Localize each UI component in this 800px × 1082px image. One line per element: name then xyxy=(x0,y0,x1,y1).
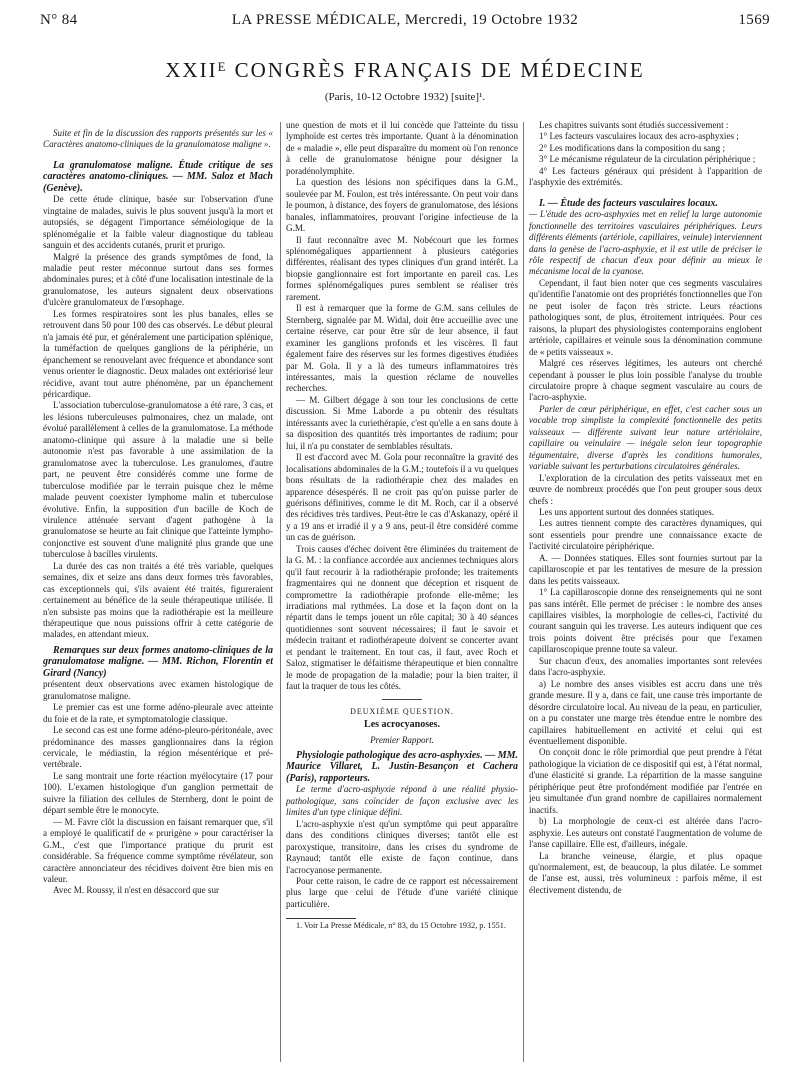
paragraph: L'exploration de la circulation des petits vaisseaux met en œuvre de nombreux procédés que l'on peut grouper sous deux chefs : xyxy=(529,472,762,506)
paragraph: Les autres tiennent compte des caractères dynamiques, qui sont essentiels pour prendre une connaissance exacte de l'activité circulatoire périphérique. xyxy=(529,518,762,552)
paragraph: — M. Favre clôt la discussion en faisant remarquer que, s'il a employé le qualificatif de « prurigène » pour caractériser la G.M., c'est que l'importance pratique du prurit est considérable. Sa fréquence comme symptôme révélateur, son caractère annonciateur des récidives doivent être bien mis en valeur. xyxy=(43,816,273,884)
paragraph: Parler de cœur périphérique, en effet, c'est cacher sous un vocable trop simpliste la complexité fonctionnelle des petits vaisseaux — différente suivant leur nature artériolaire, capillaire ou veinulaire — inégale selon leur topographie tégumentaire, diverse d'après les conditions humorales, variable suivant les perturbations circulatoires générales. xyxy=(529,403,762,472)
page-header xyxy=(40,10,770,34)
paragraph: Il faut reconnaître avec M. Nobécourt que les formes splénomégaliques appartiennent à plusieurs catégories différentes, réalisant des types cliniques d'un grand intérêt. La biopsie ganglionnaire est fort importante en pareil cas. Les formes splénomégaliques pures semblent se réaliser très rarement. xyxy=(286,234,518,302)
list-item: 3° Le mécanisme régulateur de la circulation périphérique ; xyxy=(539,154,756,165)
paragraph: Le second cas est une forme adéno-pleuro-péritonéale, avec prédominance des masses ganglionnaires dans la région cervicale, le médiastin, la région mésentérique et pré-vertébrale. xyxy=(43,725,273,770)
paragraph: — L'étude des acro-asphyxies met en relief la large autonomie fonctionnelle des territoires vasculaires périphériques. Leurs différents éléments (artériole, capillaires, veinule) interviennent dans la genèse de l'acro-asphyxie, et il est utile de préciser le rôle respectif de chacun d'eux pour définir au mieux le mécanisme local de la cyanose. xyxy=(529,209,762,277)
issue-number: N° 84 xyxy=(40,12,78,28)
footnote: 1. Voir La Presse Médicale, n° 83, du 15 Octobre 1932, p. 1551. xyxy=(296,921,506,931)
column-divider xyxy=(280,122,281,1062)
paragraph: Pour cette raison, le cadre de ce rapport est nécessairement plus large que celui de l'étude d'une variété clinique particulière. xyxy=(286,876,518,909)
paragraph: b) La morphologie de ceux-ci est altérée dans l'acro-asphyxie. Les auteurs ont constaté l'augmentation de volume de l'anse capillaire. Elle est, d'ailleurs, inégale. xyxy=(529,816,762,850)
masthead: LA PRESSE MÉDICALE, Mercredi, 19 Octobre 1932 xyxy=(231,12,579,28)
paragraph: Trois causes d'échec doivent être éliminées du traitement de la G. M. : la confiance accordée aux anciennes techniques alors qu'il faut recourir à la radiothérapie profonde; les traitements fragmentaires qui ne donnent que déception et risquent de compromettre la radiothérapie profonde elle-même; les irradiations mal rythmées. La dose et la façon dont on la répartit dans le temps jouent un rôle capital; 30 à 40 séances quotidiennes sont souvent nécessaires; il faut le savoir et médecin traitant et radiothérapeute doivent se concerter avant et pendant le traitement. En tout cas, il faut, avec Roch et Saloz, stigmatiser le défaitisme thérapeutique et bien connaître le mode de propagation de la maladie; pour la bien traiter, il faut la traquer de tous les côtés. xyxy=(286,543,518,692)
paragraph: A. — Données statiques. Elles sont fournies surtout par la capillaroscopie et par les tentatives de mesure de la pression dans les petits vaisseaux. xyxy=(529,552,762,586)
paragraph: De cette étude clinique, basée sur l'observation d'une vingtaine de malades, suivis le plus souvent jusqu'à la mort et autopsiés, se dégagent l'importance séméiologique de la splénomégalie et la faible valeur diagnostique du tableau sanguin et des accidents cutanés, prurit et prurigo. xyxy=(43,194,273,251)
list-item: 2° Les modifications dans la composition du sang ; xyxy=(539,142,725,153)
paragraph: a) Le nombre des anses visibles est accru dans une très grande mesure. Il y a, dans ce fait, une cause très importante de désordre circulatoire local. Au niveau de la peau, en particulier, on a pu constater une marge très étendue entre le nombre des capillaires habituellement en activité et celui qui est éventuellement disponible. xyxy=(529,678,762,747)
congress-title: XXIIᴱ CONGRÈS FRANÇAIS DE MÉDECINE xyxy=(165,58,645,82)
section-label: DEUXIÈME QUESTION. xyxy=(350,706,454,716)
section-subtitle: Premier Rapport. xyxy=(370,734,434,745)
paragraph: La durée des cas non traités a été très variable, quelques semaines, dix et seize ans dans deux formes très favorables, cas exceptionnels qui, s'ils avaient été traités, figureraient certainement au bénéfice de la seule thérapeutique utilisée. Il n'en subsiste pas moins que la radiothérapie est la meilleure thérapeutique que nous puissions offrir à cette catégorie de malades, en attendant mieux. xyxy=(43,560,273,640)
section-title: Les acrocyanoses. xyxy=(364,719,440,731)
paragraph: 1° La capillaroscopie donne des renseignements qui ne sont pas sans intérêt. Elle permet de préciser : le nombre des anses capillaires visibles, la morphologie de celles-ci, l'activité du courant sanguin qui les traverse. Les auteurs indiquent que ces trois points doivent être précisés pour que l'examen capillaroscopique prenne toute sa valeur. xyxy=(529,587,762,655)
section-heading: La granulomatose maligne. Étude critique de ses caractères anatomo-cliniques. — MM. Saloz et Mach (Genève). xyxy=(43,159,273,194)
column-divider xyxy=(523,122,524,1062)
paragraph: On conçoit donc le rôle primordial que peut prendre à l'état pathologique la viciation de ce dispositif qui est, à l'état normal, d'une élasticité si grande. La répartition de la masse sanguine périphérique peut être profondément modifiée par l'entrée en jeu simultanée d'un grand nombre de capillaires normalement inactifs. xyxy=(529,747,762,815)
title-block xyxy=(40,58,770,103)
paragraph: Les uns apportent surtout des données statiques. xyxy=(539,506,715,517)
paragraph: Il est à remarquer que la forme de G.M. sans cellules de Sternberg, signalée par M. Widal, doit être accueillie avec une certaine réserve, car pour être sûr de leur absence, il faut examiner les ganglions profonds et les viscères. Il faut également faire des réserves sur les formes digestives étudiées par M. Gola. Il y a là des tumeurs inflammatoires très intéressantes, mais la question réclame de nouvelles recherches. xyxy=(286,303,518,394)
paragraph: Sur chacun d'eux, des anomalies importantes sont relevées dans l'acro-asphyxie. xyxy=(529,655,762,678)
column-3 xyxy=(529,120,762,1074)
paragraph: L'acro-asphyxie n'est qu'un symptôme qui peut apparaître dans des conditions cliniques diverses; tantôt elle est paroxystique, transitoire, dans les crises du syndrome de Raynaud; tantôt elle existe de façon continue, dans l'acrocyanose permanente. xyxy=(286,818,518,875)
paragraph: Les chapitres suivants sont étudiés successivement : xyxy=(539,120,729,130)
list-item: 1° Les facteurs vasculaires locaux des acro-asphyxies ; xyxy=(539,131,739,142)
paragraph: La question des lésions non spécifiques dans la G.M., soulevée par M. Foulon, est très intéressante. On peut voir dans le poumon, à distance, des foyers de granulomatose, des lésions banales, inflammatoires, prouvant l'origine infectieuse de la G.M. xyxy=(286,177,518,234)
paragraph: Cependant, il faut bien noter que ces segments vasculaires qu'identifie l'anatomie ont des propriétés fonctionnelles que l'on ne peut isoler de façon très stricte. Leurs réactions pathologiques sont, de plus, étroitement intriquées. Pour ces raisons, la plupart des physiologistes contemporains englobent artériole, capillaires et veinule sous la dénomination commune de « petits vaisseaux ». xyxy=(529,277,762,357)
congress-subtitle: (Paris, 10-12 Octobre 1932) [suite]¹. xyxy=(324,91,486,103)
paragraph: Il est d'accord avec M. Gola pour reconnaître la gravité des localisations abdominales de la G.M.; toutefois il a vu quelques bons résultats de la radiothérapie chez des malades en apparence désespérés. Il ne croit pas qu'on puisse parler de guérisons définitives, comme le dit M. Roch, car il a observé des récidives très tardives. Peut-être le cas d'Askanazy, opéré il y a 19 ans et irradié il y a 9 ans, peut-il être considéré comme un cas de guérison. xyxy=(286,452,518,543)
section-heading: Remarques sur deux formes anatomo-cliniques de la granulomatose maligne. — MM. Richon, Florentin et Girard (Nancy) xyxy=(43,644,273,679)
list-item: 4° Les facteurs généraux qui président à l'apparition de l'asphyxie des extrémités. xyxy=(529,165,762,188)
paragraph: — M. Gilbert dégage à son tour les conclusions de cette discussion. Si Mme Laborde a pu obtenir des résultats intéressants avec la curiethérapie, c'est qu'elle a en sans doute à sa disposition des quantités très importantes de radium; pour lui, il n'a pu constater de semblables résultats. xyxy=(286,394,518,451)
footnote-rule xyxy=(286,918,356,919)
section-heading: I. — Étude des facteurs vasculaires locaux. xyxy=(539,197,718,209)
paragraph: L'association tuberculose-granulomatose a été rare, 3 cas, et les lésions tuberculeuses pulmonaires, chez un malade, ont évolué parallèlement à celles de la granulomatose. La méthode anatomo-clinique qui assure à la maladie une si belle autonomie n'est pas favorable à une assimilation de la granulomatose avec la tuberculose. Les granulomes, d'autre part, ne peuvent être considérés comme une forme de tuberculose modifiée par le terrain puisque chez le même malade peuvent coexister lymphome malin et tuberculose évolutive. Enfin, la supposition d'un bacille de Koch de virulence atténuée servant d'agent pathogène à la granulomatose se heurte au fait clinique que l'atteinte lympho-conjonctive est souvent d'une malignité plus grande que une tuberculose à bacilles virulents. xyxy=(43,400,273,560)
paragraph: Malgré la présence des grands symptômes de fond, la maladie peut rester méconnue surtout dans ses formes abdominales pures; et à côté d'une localisation intestinale de la granulomatose, les auteurs signalent deux observations d'ulcère granulomateux de l'œsophage. xyxy=(43,251,273,308)
paragraph: Le premier cas est une forme adéno-pleurale avec atteinte du foie et de la rate, et symptomatologie classique. xyxy=(43,702,273,724)
paragraph: Les formes respiratoires sont les plus banales, elles se retrouvent dans 50 pour 100 des cas observés. Le début pleural n'a jamais été pur, et généralement une participation splénique, la tuméfaction de quelques ganglions de la périphérie, un épanchement se renouvelant avec fréquence et abondance sont venus orienter le diagnostic. Deux malades ont extériorisé leur récidive, avant tout autre phénomène, par un épanchement péricardique. xyxy=(43,308,273,399)
column-1 xyxy=(43,128,273,1074)
page-number: 1569 xyxy=(738,12,770,28)
paragraph: Le sang montrait une forte réaction myélocytaire (17 pour 100). L'examen histologique d'un ganglion permettait de suivre la filiation des cellules de Sternberg, dont le point de départ semble être le monocyte. xyxy=(43,770,273,816)
section-heading: Physiologie pathologique des acro-asphyxies. — MM. Maurice Villaret, L. Justin-Besançon et Cachera (Paris), rapporteurs. xyxy=(286,750,518,784)
intro-paragraph: Suite et fin de la discussion des rapports présentés sur les « Caractères anatomo-cliniques de la granulomatose maligne ». xyxy=(43,128,273,150)
paragraph: une question de mots et il lui concède que l'atteinte du tissu lymphoïde est certes très importante. Quant à la dénomination de « maladie », elle peut disparaître du moment où l'on renonce à celle de granulomatose bénigne pour désigner la poradénolymphite. xyxy=(286,120,518,176)
section-separator xyxy=(382,699,422,700)
paragraph: Le terme d'acro-asphyxie répond à une réalité physio-pathologique, sans coïncider de façon exclusive avec les limites d'un type clinique défini. xyxy=(286,784,518,818)
paragraph: Avec M. Roussy, il n'est en désaccord que sur xyxy=(53,885,220,896)
paragraph: La branche veineuse, élargie, et plus opaque qu'normalement, est, de beaucoup, la plus dilatée. Le sommet de l'anse est, aussi, très volumineux : parfois même, il est électivement distendu, de xyxy=(529,850,762,895)
column-2 xyxy=(286,120,518,1074)
paragraph: présentent deux observations avec examen histologique de granulomatose maligne. xyxy=(43,679,273,701)
paragraph: Malgré ces réserves légitimes, les auteurs ont cherché cependant à pousser le plus loin possible l'analyse du trouble circulatoire propre à chaque segment vasculaire au cours de l'acro-asphyxie. xyxy=(529,358,762,403)
